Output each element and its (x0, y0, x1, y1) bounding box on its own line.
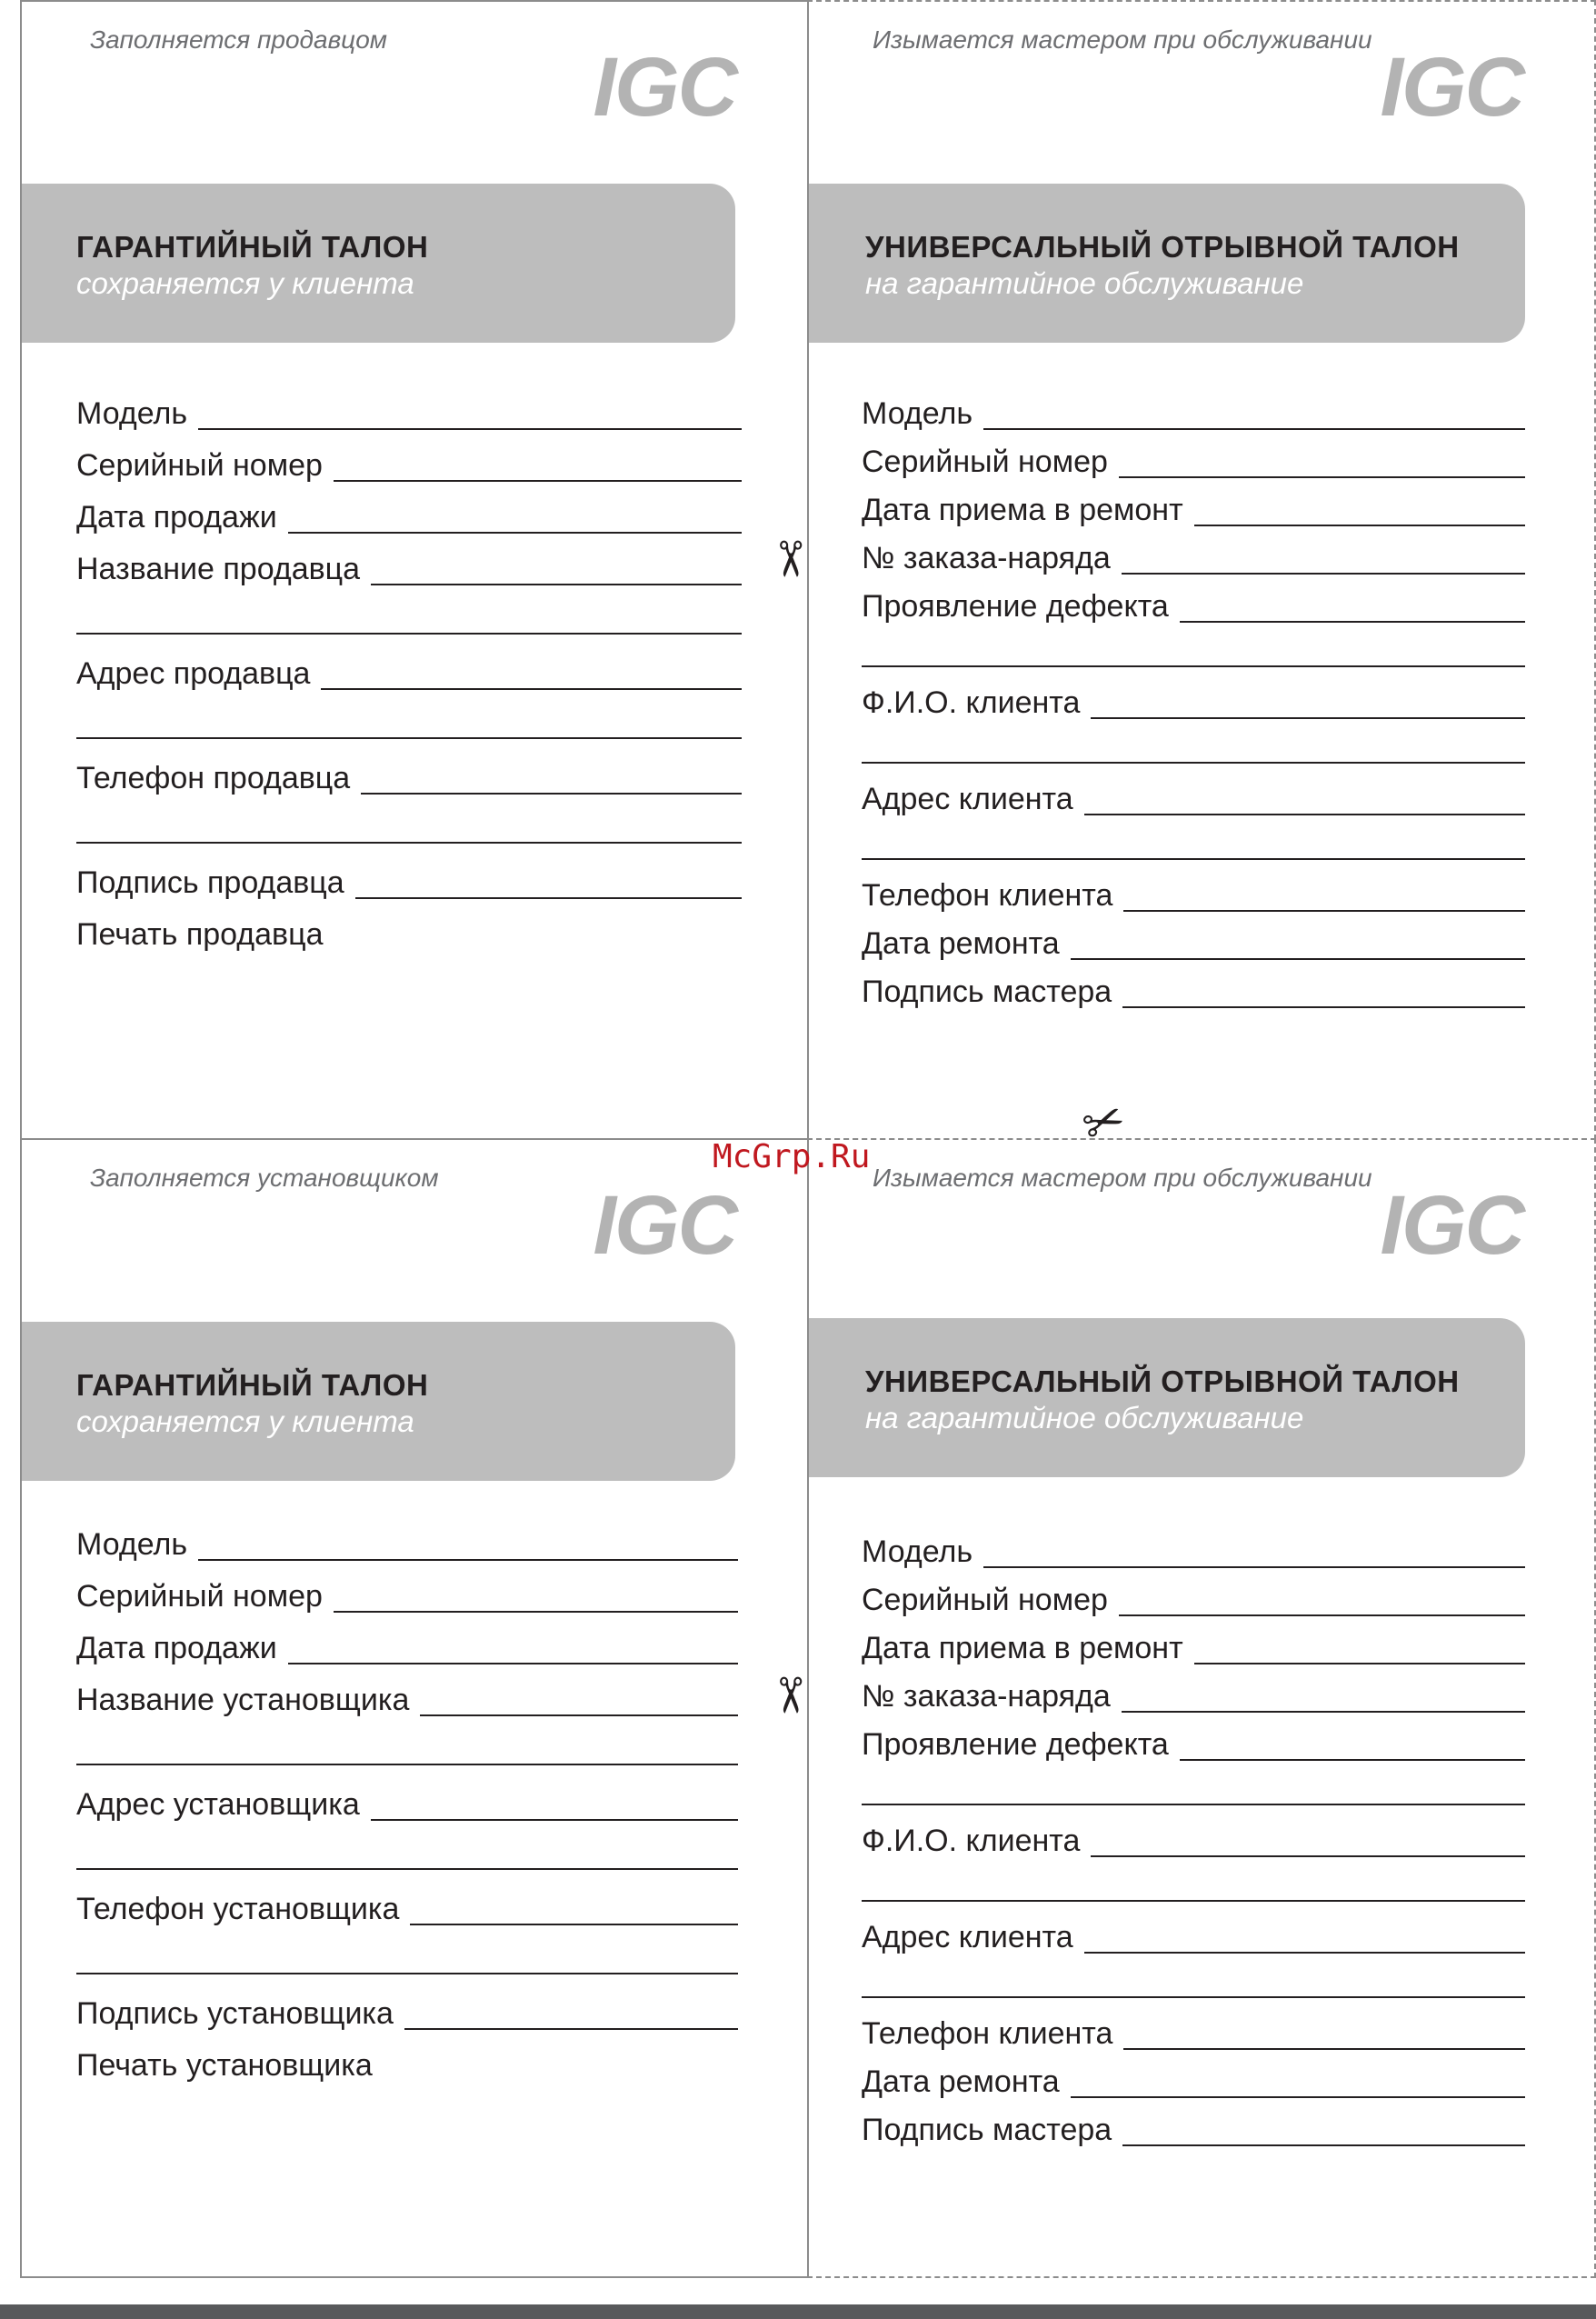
igc-logo: IGC (1380, 1179, 1523, 1272)
field-work-order[interactable] (862, 537, 1525, 574)
field-label: Ф.И.О. клиента (862, 1824, 1081, 1858)
field-master-signature[interactable] (862, 971, 1525, 1007)
field-label: Серийный номер (862, 445, 1108, 479)
field-label: Адрес клиента (862, 1920, 1073, 1954)
card-header (809, 184, 1525, 343)
field-repair-intake-date[interactable] (862, 489, 1525, 525)
field-label: Адрес установщика (76, 1787, 360, 1822)
field-model[interactable] (76, 1524, 738, 1560)
field-line[interactable] (76, 842, 742, 844)
field-label: Модель (76, 396, 188, 431)
scissors-icon: ✂ (762, 538, 817, 580)
field-line[interactable] (76, 1764, 738, 1765)
field-installer-address[interactable] (76, 1784, 738, 1820)
watermark: McGrp.Ru (713, 1138, 871, 1175)
field-label: Телефон клиента (862, 2016, 1113, 2051)
card-subtitle: на гарантийное обслуживание (865, 1400, 1304, 1434)
card-title: ГАРАНТИЙНЫЙ ТАЛОН (76, 1368, 429, 1402)
card-title: ГАРАНТИЙНЫЙ ТАЛОН (76, 230, 429, 264)
field-line[interactable] (862, 1804, 1525, 1805)
field-repair-intake-date[interactable] (862, 1627, 1525, 1664)
field-label: Подпись мастера (862, 2113, 1112, 2147)
field-line[interactable] (862, 858, 1525, 860)
panel-note: Изымается мастером при обслуживании (873, 1164, 1372, 1192)
field-label: Дата приема в ремонт (862, 1631, 1183, 1665)
field-label: Телефон клиента (862, 878, 1113, 913)
igc-logo: IGC (593, 41, 736, 134)
field-client-name[interactable] (862, 682, 1525, 718)
field-serial[interactable] (76, 445, 742, 481)
field-label: Подпись продавца (76, 865, 344, 900)
field-line[interactable] (76, 1973, 738, 1974)
field-installer-signature[interactable] (76, 1993, 738, 2029)
panel-note: Заполняется установщиком (90, 1164, 439, 1192)
field-label: Дата ремонта (862, 2064, 1060, 2099)
field-label: Проявление дефекта (862, 589, 1169, 624)
field-seller-name[interactable] (76, 548, 742, 585)
field-client-phone[interactable] (862, 875, 1525, 911)
installer-warranty-card (20, 1138, 809, 2278)
card-title: УНИВЕРСАЛЬНЫЙ ОТРЫВНОЙ ТАЛОН (865, 230, 1460, 264)
card-header (22, 184, 735, 343)
card-subtitle: на гарантийное обслуживание (865, 265, 1304, 300)
field-line[interactable] (862, 665, 1525, 667)
field-seller-phone[interactable] (76, 757, 742, 794)
field-repair-date[interactable] (862, 2061, 1525, 2097)
field-seller-address[interactable] (76, 653, 742, 689)
card-title: УНИВЕРСАЛЬНЫЙ ОТРЫВНОЙ ТАЛОН (865, 1364, 1460, 1398)
field-line[interactable] (862, 762, 1525, 764)
field-label: Проявление дефекта (862, 1727, 1169, 1762)
tear-off-card-top (807, 0, 1596, 1140)
card-header (809, 1318, 1525, 1477)
field-installer-phone[interactable] (76, 1888, 738, 1924)
igc-logo: IGC (593, 1179, 736, 1272)
card-header (22, 1322, 735, 1481)
field-label: Ф.И.О. клиента (862, 685, 1081, 720)
field-defect[interactable] (862, 1724, 1525, 1760)
field-label: Серийный номер (76, 448, 323, 483)
field-label: Дата продажи (76, 500, 277, 535)
seller-warranty-card (20, 0, 809, 1140)
field-label: № заказа-наряда (862, 541, 1111, 575)
field-label: Модель (862, 1534, 973, 1569)
field-label: Адрес продавца (76, 656, 311, 691)
field-installer-stamp (76, 2044, 738, 2081)
field-installer-name[interactable] (76, 1679, 738, 1715)
field-label: Название продавца (76, 552, 361, 586)
field-label: Подпись мастера (862, 975, 1112, 1009)
field-label: Подпись установщика (76, 1996, 394, 2031)
scissors-icon: ✂ (762, 1674, 817, 1716)
field-line[interactable] (76, 633, 742, 635)
field-label: Серийный номер (862, 1583, 1108, 1617)
field-sale-date[interactable] (76, 1627, 738, 1664)
field-line[interactable] (862, 1900, 1525, 1902)
field-model[interactable] (862, 393, 1525, 429)
field-serial[interactable] (76, 1575, 738, 1612)
field-label: Серийный номер (76, 1579, 323, 1614)
field-master-signature[interactable] (862, 2109, 1525, 2145)
field-work-order[interactable] (862, 1675, 1525, 1712)
field-client-address[interactable] (862, 778, 1525, 815)
field-sale-date[interactable] (76, 496, 742, 533)
field-label: Дата ремонта (862, 926, 1060, 961)
field-serial[interactable] (862, 1579, 1525, 1615)
field-client-phone[interactable] (862, 2013, 1525, 2049)
field-repair-date[interactable] (862, 923, 1525, 959)
field-defect[interactable] (862, 585, 1525, 622)
field-label: Печать продавца (76, 917, 324, 952)
field-label: № заказа-наряда (862, 1679, 1111, 1714)
field-model[interactable] (862, 1531, 1525, 1567)
field-line[interactable] (76, 1868, 738, 1870)
scissors-icon: ✂ (1075, 1090, 1133, 1155)
field-client-address[interactable] (862, 1916, 1525, 1953)
field-label: Название установщика (76, 1683, 410, 1717)
field-client-name[interactable] (862, 1820, 1525, 1856)
field-label: Адрес клиента (862, 782, 1073, 816)
bottom-bar (0, 2304, 1596, 2319)
field-label: Дата продажи (76, 1631, 277, 1665)
field-model[interactable] (76, 393, 742, 429)
field-label: Печать установщика (76, 2048, 373, 2083)
field-label: Телефон установщика (76, 1892, 400, 1926)
field-seller-signature[interactable] (76, 862, 742, 898)
field-serial[interactable] (862, 441, 1525, 477)
tear-off-card-bottom (807, 1138, 1596, 2278)
card-subtitle: сохраняется у клиента (76, 1404, 414, 1438)
panel-note: Заполняется продавцом (90, 25, 387, 54)
card-subtitle: сохраняется у клиента (76, 265, 414, 300)
panel-note: Изымается мастером при обслуживании (873, 25, 1372, 54)
field-label: Модель (76, 1527, 188, 1562)
field-label: Модель (862, 396, 973, 431)
field-line[interactable] (76, 737, 742, 739)
field-label: Телефон продавца (76, 761, 351, 795)
field-label: Дата приема в ремонт (862, 493, 1183, 527)
field-line[interactable] (862, 1996, 1525, 1998)
igc-logo: IGC (1380, 41, 1523, 134)
field-seller-stamp (76, 914, 742, 950)
